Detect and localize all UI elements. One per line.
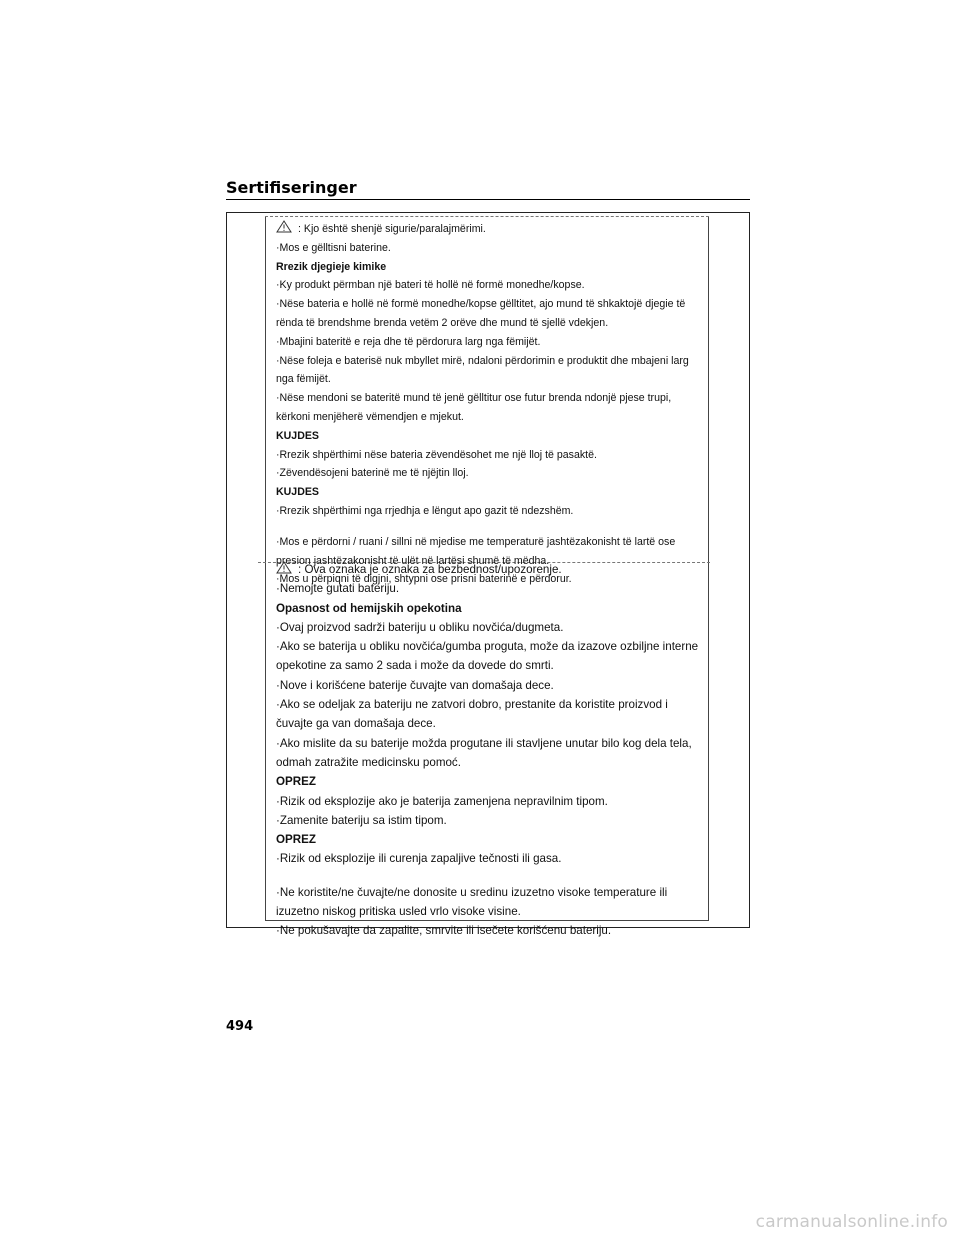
serbian-line-9: ·Rizik od eksplozije ili curenja zapaljive tečnosti ili gasa. (276, 852, 562, 866)
serbian-line-11: ·Ne pokušavajte da zapalite, smrvite ili isečete korišćenu bateriju. (276, 924, 612, 938)
albanian-line-10: ·Mos e përdorni / ruani / sillni në mjedise me temperaturë jashtëzakonisht të lartë ose presion jashtëzakonisht të ulët në lartësi shumë të mëdha. (276, 535, 676, 567)
serbian-line-8: ·Zamenite bateriju sa istim tipom. (276, 813, 447, 827)
warning-triangle-icon (276, 561, 292, 574)
serbian-line-1: ·Nemojte gutati bateriju. (276, 582, 400, 596)
albanian-line-8: ·Zëvendësojeni baterinë me të njëjtin lloj. (276, 467, 469, 480)
serbian-heading-caution-2: OPREZ (276, 833, 316, 847)
albanian-line-7: ·Rrezik shpërthimi nëse bateria zëvendësohet me një lloj të pasaktë. (276, 448, 597, 461)
serbian-line-3: ·Ako se baterija u obliku novčića/gumba proguta, može da izazove ozbiljne interne opekotine za samo 2 sada i može da dovede do smrti. (276, 640, 699, 673)
serbian-warning-line (276, 560, 706, 579)
albanian-heading-caution-1: KUJDES (276, 429, 319, 442)
albanian-line-2: ·Ky produkt përmban një bateri të hollë në formë monedhe/kopse. (276, 279, 585, 292)
albanian-line-3: ·Nëse bateria e hollë në formë monedhe/kopse gëlltitet, ajo mund të shkaktojë djegie të rënda të brendshme brenda vetëm 2 orëve dhe mund të sjellë vdekjen. (276, 298, 686, 329)
albanian-line-1: ·Mos e gëlltisni baterine. (276, 241, 391, 254)
serbian-heading-chemical-burn: Opasnost od hemijskih opekotina (276, 601, 462, 615)
albanian-warning-line (276, 220, 706, 239)
section-title: Sertifiseringer (226, 178, 357, 197)
serbian-warning-text: : Ova oznaka je oznaka za bezbednost/upozorenje. (298, 563, 562, 576)
serbian-line-6: ·Ako mislite da su baterije možda progutane ili stavljene unutar bilo kog dela tela, odmah zatražite medicinsku pomoć. (276, 736, 692, 769)
albanian-line-6: ·Nëse mendoni se bateritë mund të jenë gëlltitur ose futur brenda ndonjë pjese trupi, kërkoni menjëherë vëmendjen e mjekut. (276, 392, 672, 423)
albanian-warning-text: : Kjo është shenjë sigurie/paralajmërimi. (298, 223, 486, 235)
albanian-heading-chemical-burn: Rrezik djegieje kimike (276, 260, 387, 273)
serbian-line-7: ·Rizik od eksplozije ako je baterija zamenjena nepravilnim tipom. (276, 794, 608, 808)
watermark: carmanualsonline.info (755, 1212, 948, 1232)
serbian-line-10: ·Ne koristite/ne čuvajte/ne donosite u sredinu izuzetno visoke temperature ili izuzetno niskog pritiska usled vrlo visoke visine. (276, 885, 668, 919)
page-number: 494 (226, 1019, 254, 1034)
serbian-spacer (276, 869, 706, 883)
albanian-line-4: ·Mbajini bateritë e reja dhe të përdorura larg nga fëmijët. (276, 335, 541, 348)
albanian-line-5: ·Nëse foleja e baterisë nuk mbyllet mirë, ndaloni përdorimin e produktit dhe mbajeni larg nga fëmijët. (276, 354, 689, 386)
serbian-warning-block (276, 560, 706, 941)
albanian-line-11: ·Mos u përpiqni të digjni, shtypni ose prisni baterinë e përdorur. (276, 573, 572, 586)
serbian-line-2: ·Ovaj proizvod sadrži bateriju u obliku novčića/dugmeta. (276, 620, 564, 634)
warning-triangle-icon (276, 220, 292, 233)
albanian-spacer (276, 521, 706, 533)
albanian-warning-block (276, 220, 706, 589)
serbian-line-5: ·Ako se odeljak za bateriju ne zatvori dobro, prestanite da koristite proizvod i čuvajte ga van domašaja dece. (276, 698, 668, 731)
dashed-divider-top (265, 216, 709, 217)
serbian-line-4: ·Nove i korišćene baterije čuvajte van domašaja dece. (276, 678, 554, 692)
albanian-heading-caution-2: KUJDES (276, 486, 319, 499)
serbian-heading-caution-1: OPREZ (276, 775, 316, 789)
title-divider (226, 199, 750, 200)
albanian-line-9: ·Rrezik shpërthimi nga rrjedhja e lëngut apo gazit të ndezshëm. (276, 504, 574, 517)
